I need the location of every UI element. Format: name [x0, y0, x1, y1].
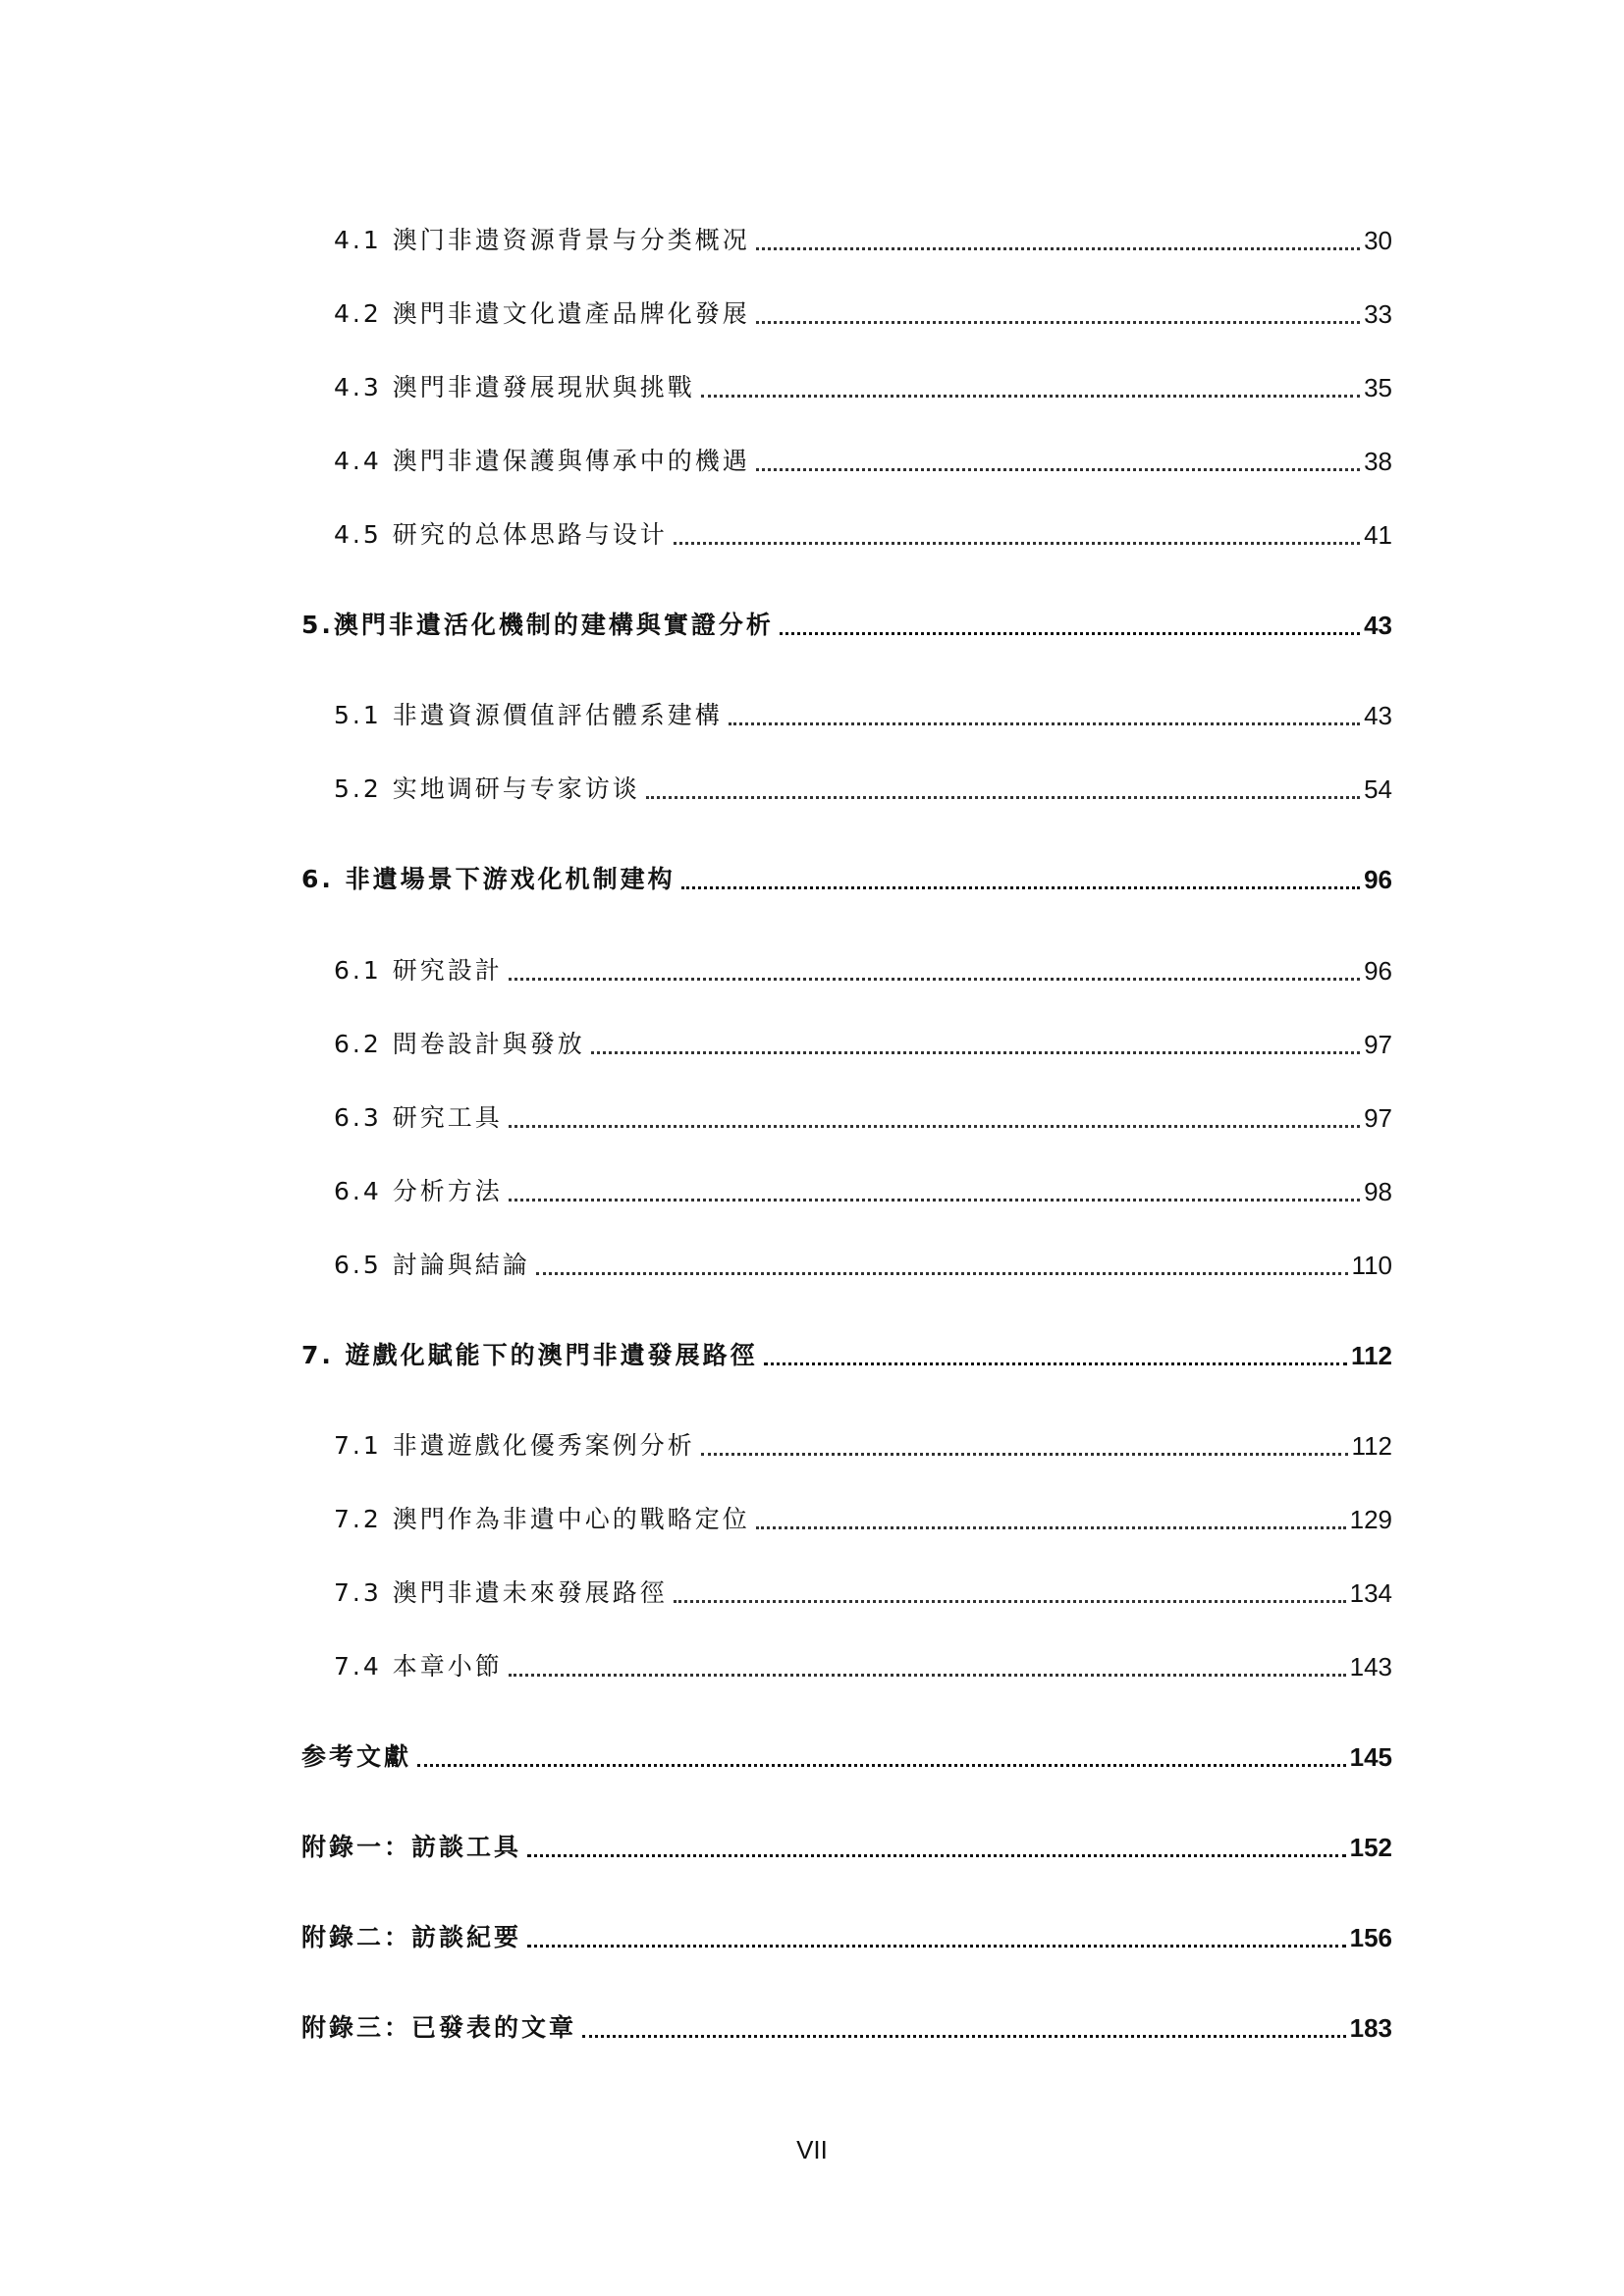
toc-entry-6-4[interactable]: [0, 1167, 1624, 1206]
toc-entry-chapter-5[interactable]: [0, 601, 1624, 640]
toc-entry-page: 96: [1364, 865, 1392, 894]
toc-entry-appendix-3[interactable]: [0, 2003, 1624, 2043]
page-number-footer: VII: [796, 2135, 828, 2164]
toc-leader-dots: [681, 886, 1360, 889]
toc-entry-appendix-2[interactable]: [0, 1913, 1624, 1952]
toc-entry-7-1[interactable]: [0, 1421, 1624, 1461]
toc-entry-label: 4.2 澳門非遺文化遺產品牌化發展: [334, 299, 750, 328]
toc-entry-5-1[interactable]: [0, 691, 1624, 730]
toc-entry-label: 7. 遊戲化賦能下的澳門非遺發展路徑: [301, 1341, 758, 1369]
toc-entry-4-1[interactable]: [0, 216, 1624, 255]
toc-entry-page: 30: [1364, 226, 1392, 255]
toc-leader-dots: [527, 1854, 1346, 1857]
toc-leader-dots: [417, 1764, 1346, 1767]
toc-entry-6-2[interactable]: [0, 1020, 1624, 1059]
toc-entry-6-1[interactable]: [0, 946, 1624, 986]
toc-entry-appendix-1[interactable]: [0, 1823, 1624, 1862]
toc-entry-chapter-7[interactable]: [0, 1331, 1624, 1370]
toc-entry-label: 附錄二：訪談紀要: [301, 1923, 522, 1951]
toc-leader-dots: [756, 321, 1360, 324]
toc-leader-dots: [509, 1125, 1360, 1128]
toc-entry-page: 110: [1351, 1251, 1392, 1280]
toc-leader-dots: [701, 1453, 1348, 1456]
toc-entry-label: 6.4 分析方法: [334, 1177, 503, 1205]
toc-entry-page: 54: [1364, 774, 1392, 804]
toc-leader-dots: [591, 1051, 1360, 1054]
toc-leader-dots: [509, 978, 1360, 981]
toc-entry-label: 4.3 澳門非遺發展現狀與挑戰: [334, 373, 695, 401]
toc-leader-dots: [756, 1526, 1346, 1529]
toc-entry-label: 7.1 非遺遊戲化優秀案例分析: [334, 1431, 695, 1460]
toc-entry-page: 43: [1364, 701, 1392, 730]
toc-entry-label: 5.1 非遺資源價值評估體系建構: [334, 701, 723, 729]
toc-leader-dots: [509, 1199, 1360, 1201]
toc-entry-page: 97: [1364, 1030, 1392, 1059]
toc-entry-label: 附錄三：已發表的文章: [301, 2013, 577, 2042]
toc-entry-label: 4.5 研究的总体思路与设计: [334, 520, 668, 549]
toc-entry-6-5[interactable]: [0, 1241, 1624, 1280]
toc-entry-page: 98: [1364, 1177, 1392, 1206]
toc-leader-dots: [756, 247, 1360, 250]
toc-entry-page: 97: [1364, 1103, 1392, 1133]
toc-entry-page: 183: [1349, 2013, 1392, 2043]
toc-leader-dots: [780, 632, 1360, 635]
toc-entry-page: 35: [1364, 373, 1392, 402]
toc-entry-label: 7.4 本章小節: [334, 1652, 503, 1681]
toc-entry-page: 41: [1364, 520, 1392, 550]
toc-entry-label: 7.3 澳門非遺未來發展路徑: [334, 1578, 668, 1607]
toc-entry-page: 96: [1364, 956, 1392, 986]
toc-entry-label: 7.2 澳門作為非遺中心的戰略定位: [334, 1505, 750, 1533]
toc-entry-page: 33: [1364, 299, 1392, 329]
toc-entry-6-3[interactable]: [0, 1094, 1624, 1133]
toc-leader-dots: [646, 796, 1360, 799]
toc-entry-4-4[interactable]: [0, 437, 1624, 476]
toc-entry-page: 112: [1351, 1341, 1392, 1370]
toc-entry-page: 152: [1349, 1833, 1392, 1862]
toc-entry-7-2[interactable]: [0, 1495, 1624, 1534]
toc-entry-4-5[interactable]: [0, 510, 1624, 550]
toc-entry-references[interactable]: [0, 1733, 1624, 1772]
toc-entry-label: 附錄一：訪談工具: [301, 1833, 522, 1861]
toc-leader-dots: [729, 722, 1360, 725]
toc-entry-page: 112: [1351, 1431, 1392, 1461]
toc-entry-label: 5.澳門非遺活化機制的建構與實證分析: [301, 611, 774, 639]
toc-leader-dots: [764, 1362, 1347, 1365]
toc-entry-label: 5.2 实地调研与专家访谈: [334, 774, 640, 803]
toc-entry-page: 145: [1349, 1742, 1392, 1772]
toc-entry-label: 4.1 澳门非遗资源背景与分类概况: [334, 226, 750, 254]
toc-leader-dots: [674, 1600, 1346, 1603]
toc-entry-7-3[interactable]: [0, 1569, 1624, 1608]
toc-entry-label: 6. 非遺場景下游戏化机制建构: [301, 865, 676, 893]
toc-entry-5-2[interactable]: [0, 765, 1624, 804]
toc-entry-4-2[interactable]: [0, 290, 1624, 329]
toc-leader-dots: [527, 1945, 1346, 1948]
toc-leader-dots: [756, 468, 1360, 471]
toc-entry-page: 43: [1364, 611, 1392, 640]
toc-entry-page: 143: [1349, 1652, 1392, 1682]
toc-leader-dots: [674, 542, 1360, 545]
toc-entry-page: 156: [1349, 1923, 1392, 1952]
toc-entry-label: 6.3 研究工具: [334, 1103, 503, 1132]
toc-entry-label: 参考文獻: [301, 1742, 412, 1771]
toc-entry-label: 6.1 研究設計: [334, 956, 503, 985]
toc-leader-dots: [582, 2035, 1346, 2038]
toc-entry-page: 134: [1349, 1578, 1392, 1608]
toc-entry-4-3[interactable]: [0, 363, 1624, 402]
toc-leader-dots: [509, 1674, 1346, 1677]
toc-entry-label: 4.4 澳門非遺保護與傳承中的機遇: [334, 447, 750, 475]
toc-leader-dots: [701, 395, 1360, 398]
toc-entry-page: 129: [1349, 1505, 1392, 1534]
toc-entry-7-4[interactable]: [0, 1642, 1624, 1682]
toc-leader-dots: [536, 1272, 1348, 1275]
toc-entry-label: 6.5 討論與結論: [334, 1251, 530, 1279]
toc-entry-chapter-6[interactable]: [0, 855, 1624, 894]
toc-entry-page: 38: [1364, 447, 1392, 476]
toc-entry-label: 6.2 問卷設計與發放: [334, 1030, 585, 1058]
